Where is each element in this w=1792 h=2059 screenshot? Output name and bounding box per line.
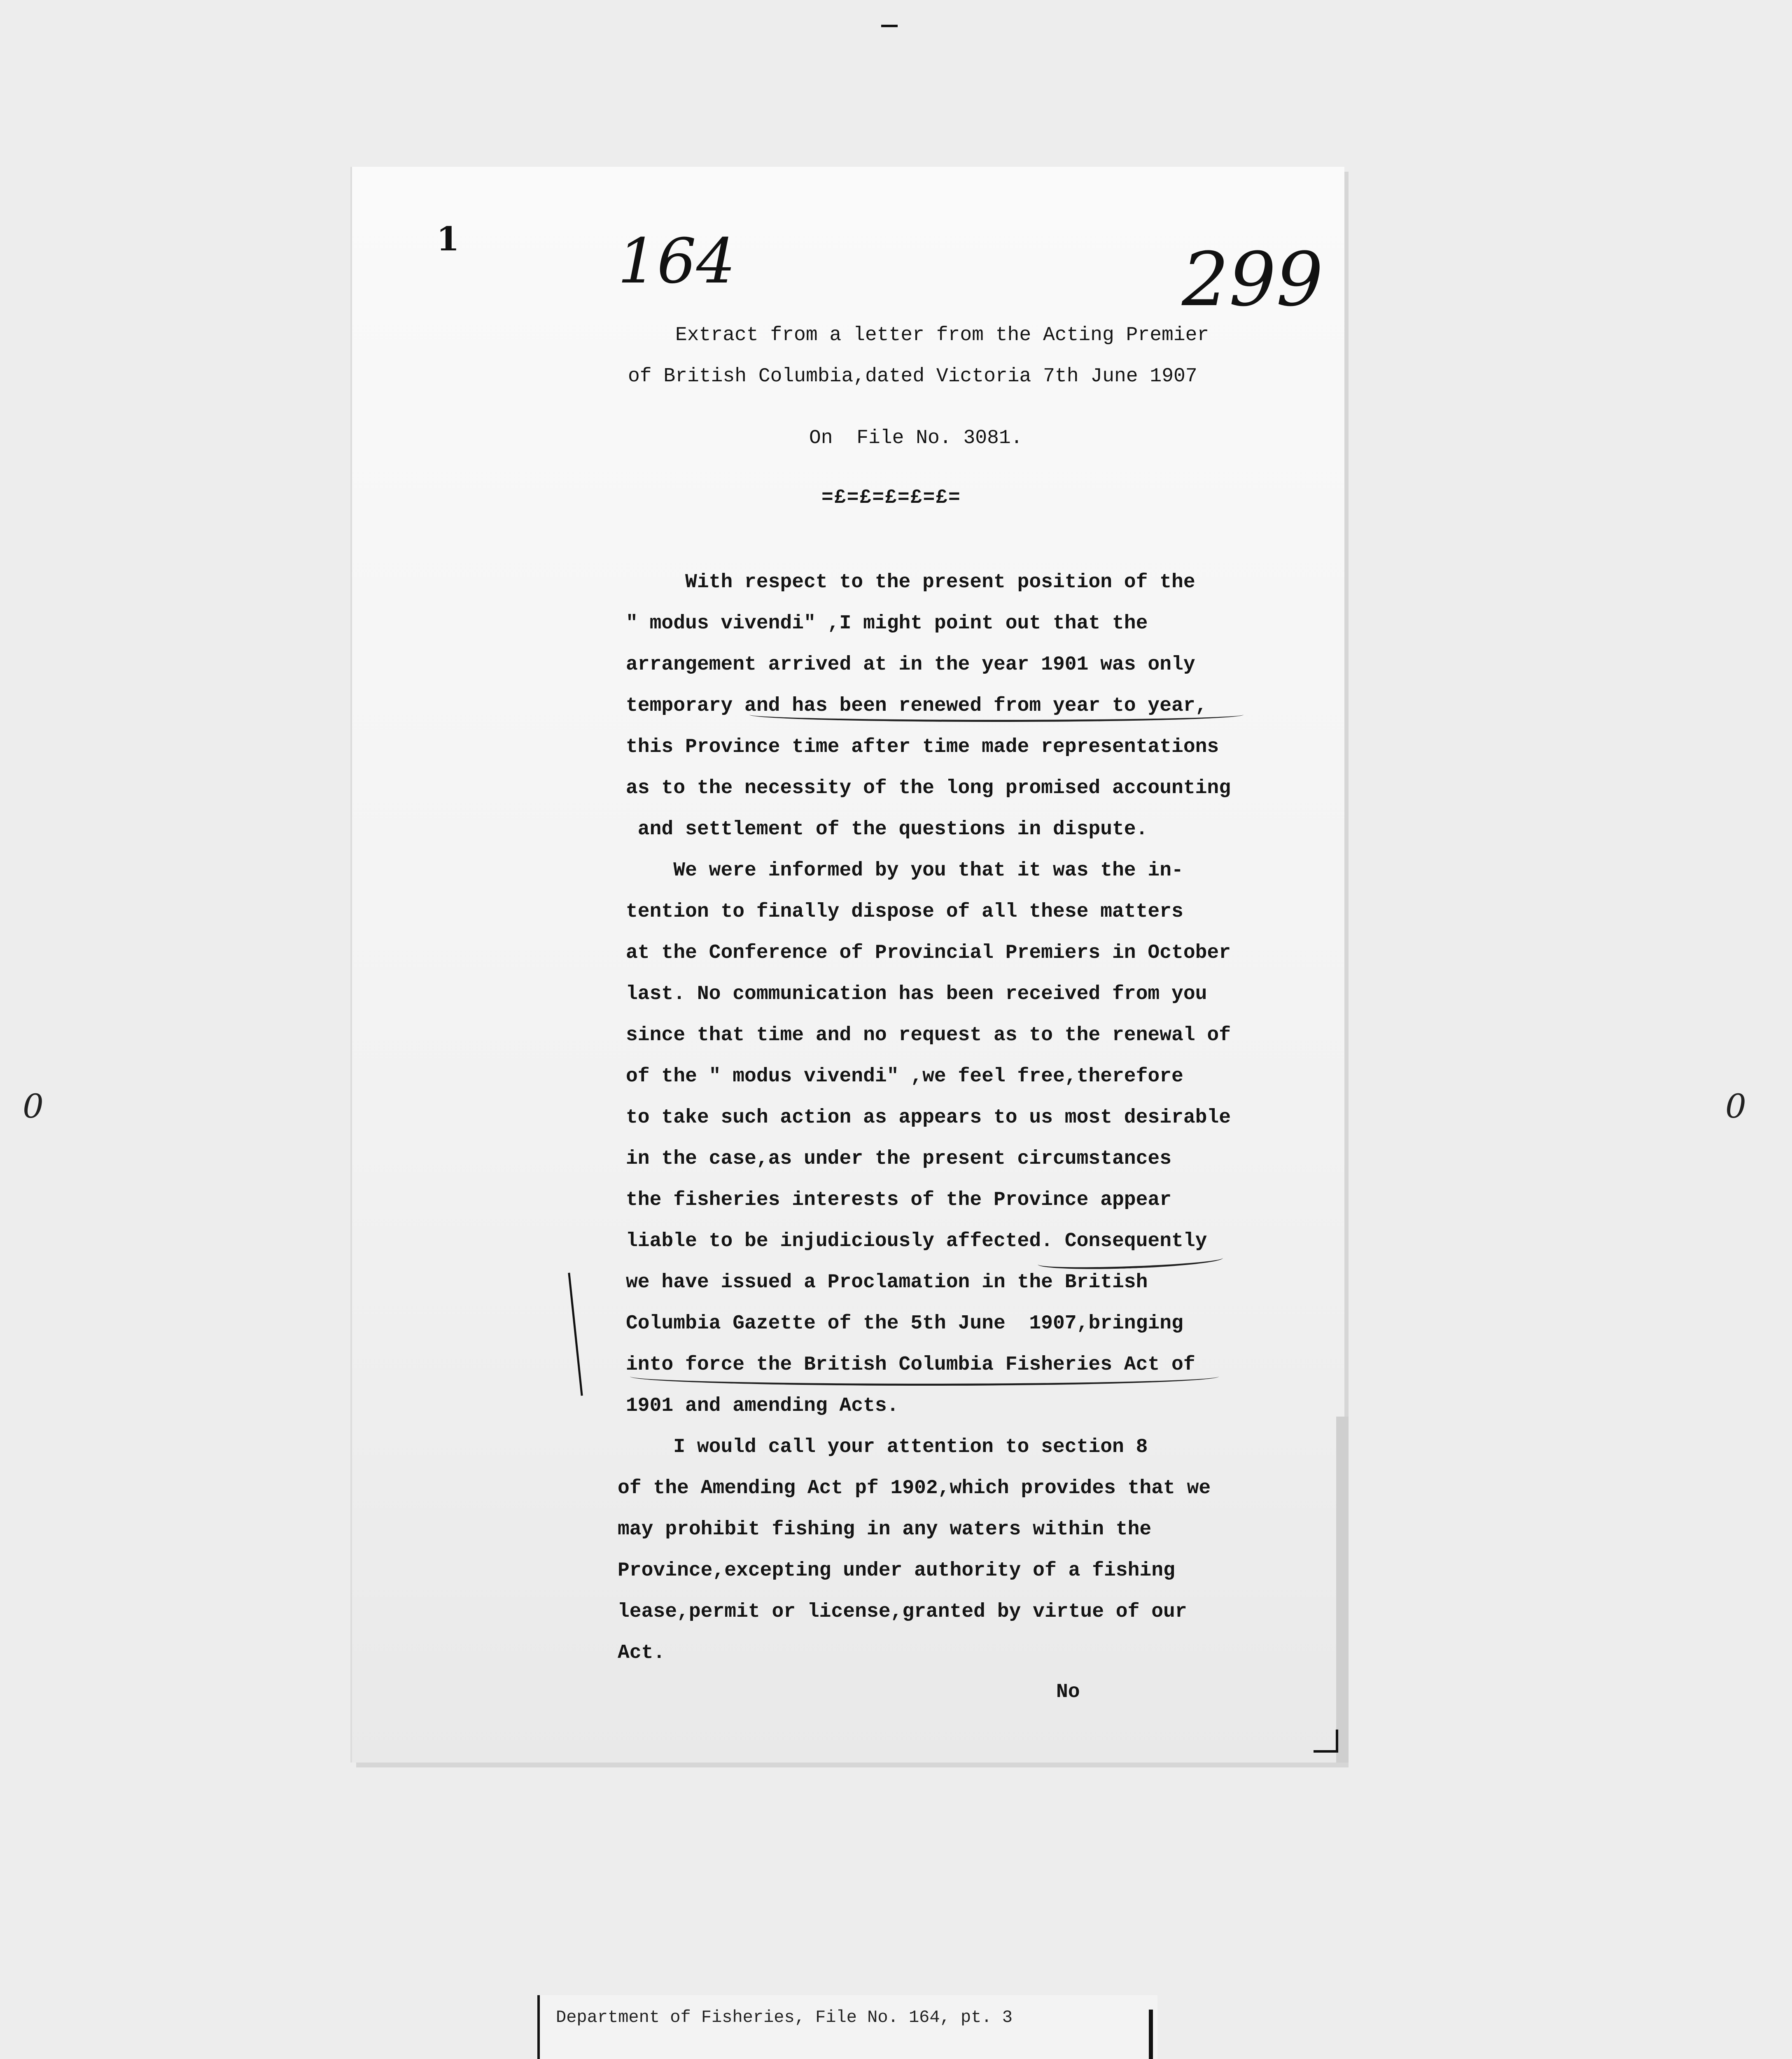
sheet-corner-mark-vertical: [1336, 1730, 1338, 1753]
archive-reference: Department of Fisheries, File No. 164, pt. 3: [556, 2008, 1013, 2027]
body-line: tention to finally dispose of all these matters: [626, 901, 1183, 923]
heading-line-1: Extract from a letter from the Acting Premier: [675, 324, 1209, 346]
file-reference: On File No. 3081.: [809, 427, 1023, 449]
underline-fisheries-act: [630, 1367, 1219, 1386]
ornament-divider: =£=£=£=£=£=: [821, 487, 961, 509]
body-line: arrangement arrived at in the year 1901 was only: [626, 654, 1195, 676]
body-line: Columbia Gazette of the 5th June 1907,bringing: [626, 1312, 1183, 1335]
body-line: as to the necessity of the long promised accounting: [626, 777, 1231, 799]
body-line: and settlement of the questions in dispute.: [626, 818, 1148, 840]
body-line: " modus vivendi" ,I might point out that the: [626, 612, 1148, 635]
body-line: temporary and has been renewed from year to year,: [626, 695, 1207, 717]
left-corner-mark: 1: [436, 219, 460, 258]
body-line: I would call your attention to section 8: [626, 1436, 1148, 1458]
body-line: 1901 and amending Acts.: [626, 1395, 899, 1417]
body-line: With respect to the present position of the: [626, 571, 1195, 593]
body-line: at the Conference of Provincial Premiers in October: [626, 942, 1231, 964]
body-line: of the " modus vivendi" ,we feel free,therefore: [626, 1065, 1183, 1088]
body-line: the fisheries interests of the Province appear: [626, 1189, 1172, 1211]
body-line: of the Amending Act pf 1902,which provides that we: [618, 1477, 1211, 1499]
body-line: to take such action as appears to us most desirable: [626, 1107, 1231, 1129]
page-number: 299: [1182, 237, 1323, 323]
margin-circle-right: 0: [1725, 1087, 1746, 1125]
sheet-edge-shadow: [1336, 1417, 1349, 1763]
margin-circle-left: 0: [23, 1087, 44, 1125]
top-edge-mark: [881, 25, 898, 27]
body-line: Act.: [618, 1642, 665, 1664]
body-line: We were informed by you that it was the in-: [626, 859, 1183, 882]
body-line: Province,excepting under authority of a fishing: [618, 1559, 1175, 1582]
sheet-corner-mark: [1314, 1750, 1338, 1753]
body-line: into force the British Columbia Fisheries Act of: [626, 1354, 1195, 1376]
catchword: No: [1056, 1681, 1080, 1703]
body-line: we have issued a Proclamation in the British: [626, 1271, 1148, 1293]
body-line: since that time and no request as to the renewal of: [626, 1024, 1231, 1046]
body-line: liable to be injudiciously affected. Consequently: [626, 1230, 1207, 1252]
heading-line-2: of British Columbia,dated Victoria 7th June 1907: [628, 365, 1197, 388]
body-line: in the case,as under the present circumstances: [626, 1148, 1172, 1170]
body-line: may prohibit fishing in any waters within the: [618, 1518, 1152, 1541]
body-line: this Province time after time made representations: [626, 736, 1219, 758]
underline-renewed-year: [749, 707, 1244, 722]
body-line: last. No communication has been received from you: [626, 983, 1207, 1005]
body-line: lease,permit or license,granted by virtue of our: [618, 1601, 1187, 1623]
folio-number: 164: [618, 226, 736, 297]
label-right-bar: [1149, 2010, 1153, 2059]
